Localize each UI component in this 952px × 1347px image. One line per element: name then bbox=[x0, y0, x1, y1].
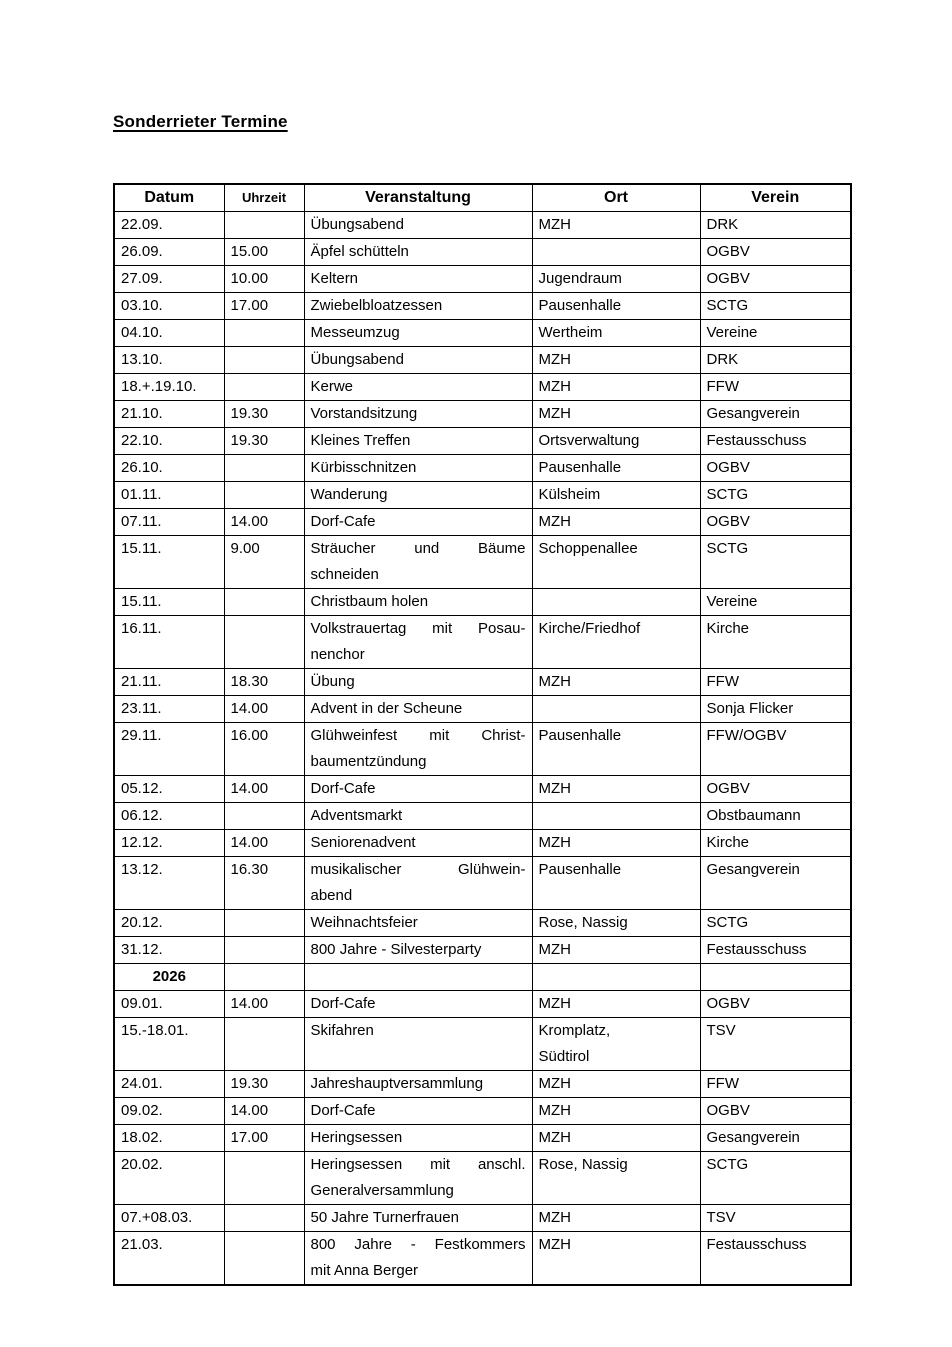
table-row bbox=[114, 455, 851, 482]
cell-verein: OGBV bbox=[700, 1098, 851, 1125]
cell-uhrzeit bbox=[224, 374, 304, 401]
cell-line: Volkstrauertag mit Posau- bbox=[310, 620, 526, 637]
table-row bbox=[114, 937, 851, 964]
cell-verein: SCTG bbox=[700, 1152, 851, 1205]
cell-veranstaltung: Christbaum holen bbox=[304, 589, 532, 616]
cell-verein bbox=[700, 964, 851, 991]
cell-veranstaltung: Zwiebelbloatzessen bbox=[304, 293, 532, 320]
cell-ort bbox=[532, 803, 700, 830]
cell-datum: 16.11. bbox=[114, 616, 224, 669]
cell-veranstaltung: Weihnachtsfeier bbox=[304, 910, 532, 937]
cell-ort: Pausenhalle bbox=[532, 293, 700, 320]
header-uhrzeit: Uhrzeit bbox=[224, 184, 304, 212]
cell-datum: 18.02. bbox=[114, 1125, 224, 1152]
cell-datum: 21.03. bbox=[114, 1232, 224, 1286]
cell-ort: MZH bbox=[532, 1071, 700, 1098]
cell-verein: OGBV bbox=[700, 509, 851, 536]
cell-uhrzeit: 15.00 bbox=[224, 239, 304, 266]
cell-veranstaltung: Messeumzug bbox=[304, 320, 532, 347]
cell-uhrzeit bbox=[224, 347, 304, 374]
cell-datum: 12.12. bbox=[114, 830, 224, 857]
cell-veranstaltung: Keltern bbox=[304, 266, 532, 293]
cell-ort: Wertheim bbox=[532, 320, 700, 347]
header-row bbox=[114, 184, 851, 212]
cell-veranstaltung: Kürbisschnitzen bbox=[304, 455, 532, 482]
cell-veranstaltung: Seniorenadvent bbox=[304, 830, 532, 857]
cell-verein: Gesangverein bbox=[700, 1125, 851, 1152]
cell-uhrzeit: 14.00 bbox=[224, 509, 304, 536]
cell-line: Generalversammlung bbox=[310, 1182, 454, 1199]
cell-uhrzeit: 14.00 bbox=[224, 776, 304, 803]
table-row bbox=[114, 293, 851, 320]
cell-uhrzeit bbox=[224, 1232, 304, 1286]
cell-verein: OGBV bbox=[700, 455, 851, 482]
cell-ort: MZH bbox=[532, 1232, 700, 1286]
cell-veranstaltung: Wanderung bbox=[304, 482, 532, 509]
cell-veranstaltung bbox=[304, 1152, 532, 1205]
cell-ort: MZH bbox=[532, 669, 700, 696]
cell-uhrzeit: 18.30 bbox=[224, 669, 304, 696]
cell-datum: 15.11. bbox=[114, 536, 224, 589]
cell-ort bbox=[532, 964, 700, 991]
cell-ort: MZH bbox=[532, 776, 700, 803]
cell-verein: Kirche bbox=[700, 830, 851, 857]
cell-line: nenchor bbox=[310, 646, 365, 663]
page-title: Sonderrieter Termine bbox=[113, 112, 288, 131]
cell-uhrzeit bbox=[224, 320, 304, 347]
year-divider-row bbox=[114, 964, 851, 991]
cell-datum: 01.11. bbox=[114, 482, 224, 509]
cell-verein: OGBV bbox=[700, 239, 851, 266]
cell-uhrzeit bbox=[224, 964, 304, 991]
cell-verein: SCTG bbox=[700, 910, 851, 937]
cell-line: mit Anna Berger bbox=[310, 1262, 419, 1279]
table-row bbox=[114, 1071, 851, 1098]
cell-verein: Vereine bbox=[700, 589, 851, 616]
cell-verein: OGBV bbox=[700, 991, 851, 1018]
table-row bbox=[114, 1152, 851, 1205]
cell-uhrzeit bbox=[224, 910, 304, 937]
table-row bbox=[114, 616, 851, 669]
cell-ort: Rose, Nassig bbox=[532, 1152, 700, 1205]
cell-line: 800 Jahre - Festkommers bbox=[310, 1236, 526, 1253]
cell-uhrzeit: 17.00 bbox=[224, 293, 304, 320]
cell-datum: 13.10. bbox=[114, 347, 224, 374]
cell-datum: 31.12. bbox=[114, 937, 224, 964]
cell-datum: 09.01. bbox=[114, 991, 224, 1018]
cell-datum: 09.02. bbox=[114, 1098, 224, 1125]
cell-datum: 24.01. bbox=[114, 1071, 224, 1098]
cell-verein: SCTG bbox=[700, 293, 851, 320]
cell-uhrzeit: 16.00 bbox=[224, 723, 304, 776]
cell-ort bbox=[532, 696, 700, 723]
cell-ort bbox=[532, 239, 700, 266]
cell-ort: MZH bbox=[532, 830, 700, 857]
cell-uhrzeit: 14.00 bbox=[224, 1098, 304, 1125]
table-row bbox=[114, 910, 851, 937]
cell-veranstaltung: Adventsmarkt bbox=[304, 803, 532, 830]
cell-verein: FFW bbox=[700, 669, 851, 696]
cell-uhrzeit bbox=[224, 1018, 304, 1071]
cell-line: Südtirol bbox=[538, 1048, 590, 1065]
cell-uhrzeit bbox=[224, 482, 304, 509]
cell-uhrzeit bbox=[224, 937, 304, 964]
cell-verein: Kirche bbox=[700, 616, 851, 669]
termine-table bbox=[113, 183, 852, 1286]
table-row bbox=[114, 509, 851, 536]
cell-datum: 22.09. bbox=[114, 212, 224, 239]
cell-verein: SCTG bbox=[700, 482, 851, 509]
cell-datum: 2026 bbox=[114, 964, 224, 991]
cell-ort: Schoppenallee bbox=[532, 536, 700, 589]
cell-datum: 05.12. bbox=[114, 776, 224, 803]
cell-uhrzeit: 9.00 bbox=[224, 536, 304, 589]
cell-datum: 26.10. bbox=[114, 455, 224, 482]
cell-uhrzeit: 17.00 bbox=[224, 1125, 304, 1152]
cell-verein: Festausschuss bbox=[700, 937, 851, 964]
table-row bbox=[114, 776, 851, 803]
cell-verein: TSV bbox=[700, 1205, 851, 1232]
cell-datum: 18.+.19.10. bbox=[114, 374, 224, 401]
cell-veranstaltung bbox=[304, 857, 532, 910]
cell-veranstaltung: Äpfel schütteln bbox=[304, 239, 532, 266]
cell-veranstaltung: Dorf-Cafe bbox=[304, 1098, 532, 1125]
cell-veranstaltung: 50 Jahre Turnerfrauen bbox=[304, 1205, 532, 1232]
table-row bbox=[114, 428, 851, 455]
cell-ort: MZH bbox=[532, 937, 700, 964]
cell-line: musikalischer Glühwein- bbox=[310, 861, 526, 878]
cell-ort: MZH bbox=[532, 1205, 700, 1232]
cell-ort bbox=[532, 589, 700, 616]
table-row bbox=[114, 1098, 851, 1125]
cell-veranstaltung: Jahreshauptversammlung bbox=[304, 1071, 532, 1098]
cell-ort: MZH bbox=[532, 1125, 700, 1152]
cell-veranstaltung: 800 Jahre - Silvesterparty bbox=[304, 937, 532, 964]
cell-ort: MZH bbox=[532, 212, 700, 239]
cell-veranstaltung bbox=[304, 723, 532, 776]
cell-ort: MZH bbox=[532, 509, 700, 536]
table-row bbox=[114, 212, 851, 239]
cell-ort: Ortsverwaltung bbox=[532, 428, 700, 455]
cell-veranstaltung bbox=[304, 964, 532, 991]
cell-datum: 26.09. bbox=[114, 239, 224, 266]
cell-line: Heringsessen mit anschl. bbox=[310, 1156, 526, 1173]
table-row bbox=[114, 1018, 851, 1071]
cell-uhrzeit: 14.00 bbox=[224, 991, 304, 1018]
cell-uhrzeit bbox=[224, 455, 304, 482]
cell-uhrzeit bbox=[224, 803, 304, 830]
cell-veranstaltung: Dorf-Cafe bbox=[304, 776, 532, 803]
cell-verein: Festausschuss bbox=[700, 428, 851, 455]
table-header bbox=[114, 184, 851, 212]
table-row bbox=[114, 536, 851, 589]
cell-line: baumentzündung bbox=[310, 753, 427, 770]
cell-ort: MZH bbox=[532, 1098, 700, 1125]
cell-verein: Vereine bbox=[700, 320, 851, 347]
cell-line: Glühweinfest mit Christ- bbox=[310, 727, 526, 744]
cell-verein: Sonja Flicker bbox=[700, 696, 851, 723]
cell-verein: TSV bbox=[700, 1018, 851, 1071]
table-row bbox=[114, 374, 851, 401]
cell-veranstaltung: Advent in der Scheune bbox=[304, 696, 532, 723]
cell-uhrzeit: 19.30 bbox=[224, 401, 304, 428]
header-ort: Ort bbox=[532, 184, 700, 212]
cell-verein: FFW bbox=[700, 374, 851, 401]
cell-ort: Rose, Nassig bbox=[532, 910, 700, 937]
cell-verein: Obstbaumann bbox=[700, 803, 851, 830]
table-row bbox=[114, 320, 851, 347]
cell-uhrzeit bbox=[224, 589, 304, 616]
table-row bbox=[114, 266, 851, 293]
cell-line: schneiden bbox=[310, 566, 379, 583]
cell-datum: 07.+08.03. bbox=[114, 1205, 224, 1232]
cell-veranstaltung: Dorf-Cafe bbox=[304, 991, 532, 1018]
cell-veranstaltung: Skifahren bbox=[304, 1018, 532, 1071]
table-row bbox=[114, 830, 851, 857]
cell-datum: 03.10. bbox=[114, 293, 224, 320]
cell-line: Kromplatz, bbox=[538, 1022, 611, 1039]
table-row bbox=[114, 857, 851, 910]
cell-verein: FFW bbox=[700, 1071, 851, 1098]
table-row bbox=[114, 401, 851, 428]
cell-verein: Festausschuss bbox=[700, 1232, 851, 1286]
cell-datum: 13.12. bbox=[114, 857, 224, 910]
cell-veranstaltung: Vorstandsitzung bbox=[304, 401, 532, 428]
cell-datum: 07.11. bbox=[114, 509, 224, 536]
table-row bbox=[114, 1232, 851, 1286]
cell-uhrzeit: 19.30 bbox=[224, 428, 304, 455]
cell-uhrzeit: 14.00 bbox=[224, 830, 304, 857]
cell-uhrzeit bbox=[224, 616, 304, 669]
table-row bbox=[114, 723, 851, 776]
cell-veranstaltung bbox=[304, 1232, 532, 1286]
cell-veranstaltung: Übungsabend bbox=[304, 347, 532, 374]
table-row bbox=[114, 347, 851, 374]
table-row bbox=[114, 696, 851, 723]
cell-line: abend bbox=[310, 887, 353, 904]
cell-verein: Gesangverein bbox=[700, 401, 851, 428]
cell-datum: 29.11. bbox=[114, 723, 224, 776]
cell-ort: Pausenhalle bbox=[532, 857, 700, 910]
cell-veranstaltung: Kleines Treffen bbox=[304, 428, 532, 455]
cell-verein: OGBV bbox=[700, 776, 851, 803]
cell-datum: 21.11. bbox=[114, 669, 224, 696]
cell-veranstaltung bbox=[304, 536, 532, 589]
cell-uhrzeit: 14.00 bbox=[224, 696, 304, 723]
cell-uhrzeit: 19.30 bbox=[224, 1071, 304, 1098]
cell-uhrzeit bbox=[224, 1205, 304, 1232]
cell-veranstaltung: Dorf-Cafe bbox=[304, 509, 532, 536]
cell-ort: Pausenhalle bbox=[532, 723, 700, 776]
cell-veranstaltung: Kerwe bbox=[304, 374, 532, 401]
cell-uhrzeit bbox=[224, 1152, 304, 1205]
cell-datum: 20.12. bbox=[114, 910, 224, 937]
cell-uhrzeit: 16.30 bbox=[224, 857, 304, 910]
cell-uhrzeit bbox=[224, 212, 304, 239]
cell-ort: Jugendraum bbox=[532, 266, 700, 293]
cell-datum: 27.09. bbox=[114, 266, 224, 293]
table-row bbox=[114, 1125, 851, 1152]
header-verein: Verein bbox=[700, 184, 851, 212]
cell-veranstaltung: Übung bbox=[304, 669, 532, 696]
cell-ort: MZH bbox=[532, 347, 700, 374]
cell-ort: Pausenhalle bbox=[532, 455, 700, 482]
cell-datum: 04.10. bbox=[114, 320, 224, 347]
cell-datum: 15.11. bbox=[114, 589, 224, 616]
cell-ort bbox=[532, 1018, 700, 1071]
cell-veranstaltung: Heringsessen bbox=[304, 1125, 532, 1152]
cell-datum: 22.10. bbox=[114, 428, 224, 455]
table-row bbox=[114, 239, 851, 266]
cell-datum: 06.12. bbox=[114, 803, 224, 830]
cell-verein: Gesangverein bbox=[700, 857, 851, 910]
cell-ort: Kirche/Friedhof bbox=[532, 616, 700, 669]
cell-datum: 15.-18.01. bbox=[114, 1018, 224, 1071]
cell-ort: MZH bbox=[532, 374, 700, 401]
table-row bbox=[114, 803, 851, 830]
cell-verein: SCTG bbox=[700, 536, 851, 589]
cell-veranstaltung: Übungsabend bbox=[304, 212, 532, 239]
table-row bbox=[114, 1205, 851, 1232]
cell-datum: 20.02. bbox=[114, 1152, 224, 1205]
header-datum: Datum bbox=[114, 184, 224, 212]
cell-verein: OGBV bbox=[700, 266, 851, 293]
cell-datum: 21.10. bbox=[114, 401, 224, 428]
table-row bbox=[114, 669, 851, 696]
cell-ort: MZH bbox=[532, 991, 700, 1018]
cell-verein: DRK bbox=[700, 347, 851, 374]
cell-line: Sträucher und Bäume bbox=[310, 540, 526, 557]
cell-verein: FFW/OGBV bbox=[700, 723, 851, 776]
header-veranstaltung: Veranstaltung bbox=[304, 184, 532, 212]
table-row bbox=[114, 482, 851, 509]
cell-uhrzeit: 10.00 bbox=[224, 266, 304, 293]
cell-ort: Külsheim bbox=[532, 482, 700, 509]
cell-verein: DRK bbox=[700, 212, 851, 239]
cell-veranstaltung bbox=[304, 616, 532, 669]
cell-datum: 23.11. bbox=[114, 696, 224, 723]
table-row bbox=[114, 589, 851, 616]
cell-ort: MZH bbox=[532, 401, 700, 428]
table-body bbox=[114, 212, 851, 1286]
table-row bbox=[114, 991, 851, 1018]
